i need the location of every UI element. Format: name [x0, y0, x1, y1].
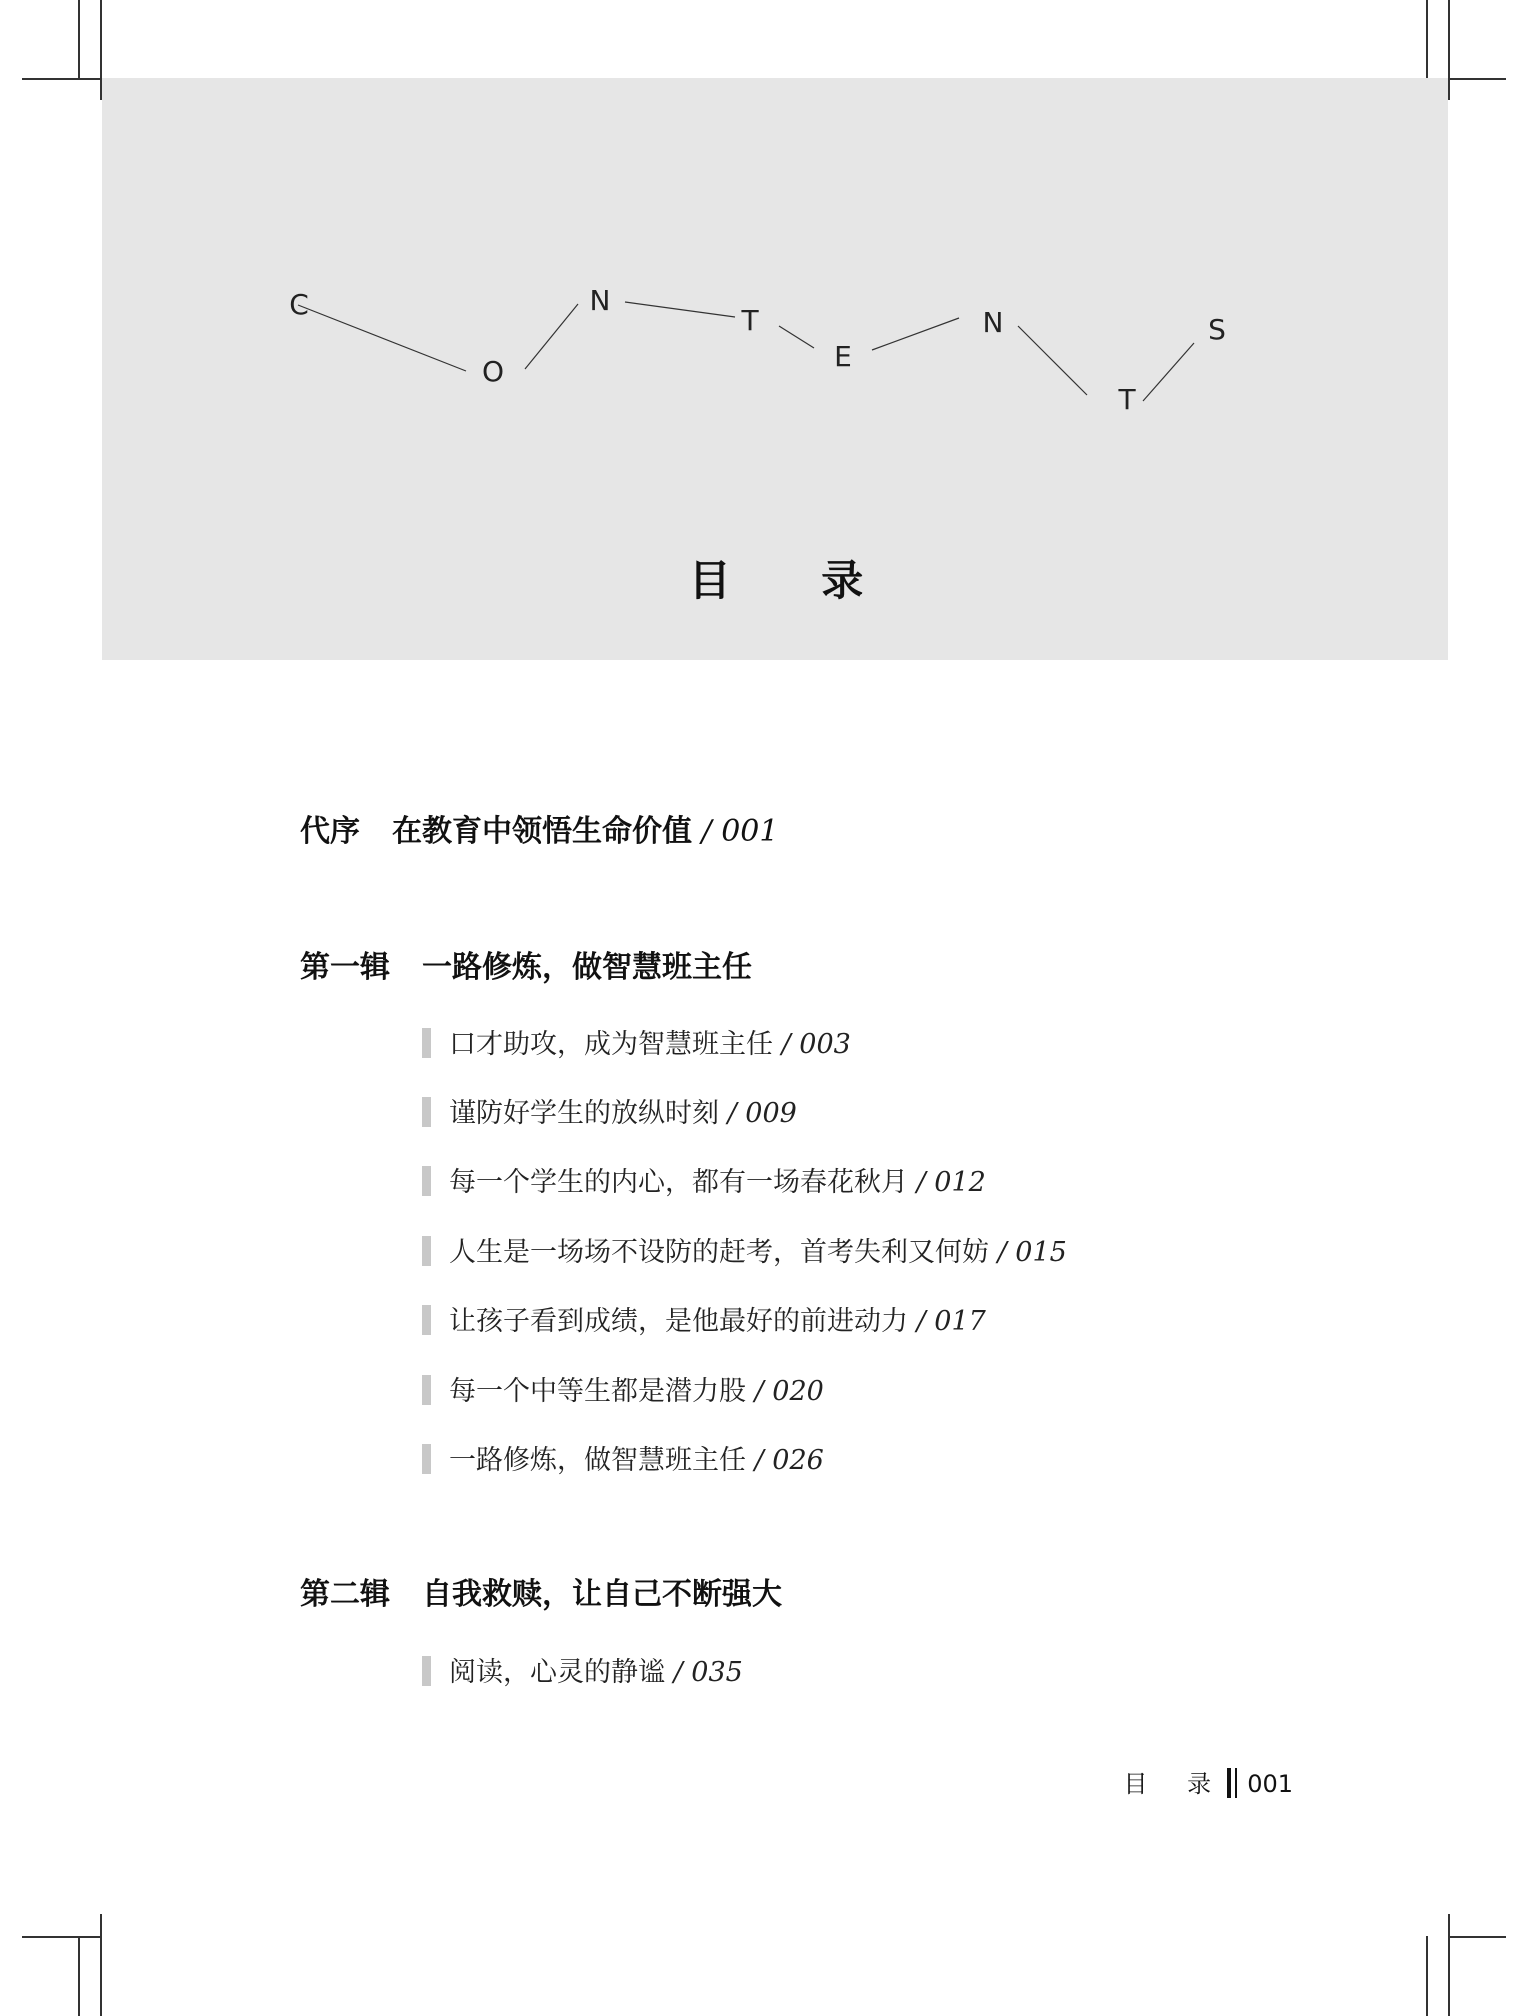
contents-letter: N: [589, 284, 611, 317]
page-title: 目 录: [688, 556, 902, 605]
toc-section-label: 第二辑: [300, 1577, 390, 1612]
toc-page-number: 012: [934, 1167, 986, 1198]
entry-bar: [422, 1097, 431, 1127]
toc-page-number: 017: [934, 1306, 986, 1337]
crop-mark: [1448, 1936, 1506, 1938]
footer-divider: [1227, 1768, 1231, 1798]
crop-mark: [22, 1936, 102, 1938]
toc-entry-title: 一路修炼，做智慧班主任: [449, 1445, 746, 1476]
toc-preface-label: 代序: [300, 814, 360, 849]
toc-entry-title: 人生是一场场不设防的赶考，首考失利又何妨: [449, 1237, 989, 1268]
footer-page-number: 001: [1247, 1770, 1293, 1798]
toc-entry[interactable]: 阅读，心灵的静谧 / 035: [422, 1650, 743, 1689]
toc-section-heading[interactable]: [300, 1569, 782, 1613]
contents-letter: O: [481, 355, 505, 388]
toc-page-number: 003: [799, 1029, 851, 1060]
entry-bar: [422, 1656, 431, 1686]
contents-letter: E: [834, 340, 852, 373]
crop-mark: [78, 0, 80, 78]
header-band: [102, 78, 1448, 660]
crop-mark: [78, 1936, 80, 2016]
contents-letter: N: [982, 306, 1004, 339]
contents-letter: T: [741, 304, 759, 337]
toc-entry[interactable]: 口才助攻，成为智慧班主任 / 003: [422, 1022, 851, 1061]
toc-section-title: 自我救赎，让自己不断强大: [422, 1577, 782, 1612]
entry-bar: [422, 1444, 431, 1474]
footer-divider: [1235, 1768, 1237, 1798]
toc-entry[interactable]: 每一个学生的内心，都有一场春花秋月 / 012: [422, 1160, 986, 1199]
toc-section-label: 第一辑: [300, 950, 390, 985]
crop-mark: [22, 78, 102, 80]
crop-mark: [1426, 0, 1428, 78]
toc-page-number: 009: [745, 1098, 797, 1129]
toc-preface-title: 在教育中领悟生命价值: [392, 814, 692, 849]
toc-section-heading[interactable]: [300, 942, 752, 986]
entry-bar: [422, 1236, 431, 1266]
toc-entry-title: 让孩子看到成绩，是他最好的前进动力: [449, 1306, 908, 1337]
contents-letter: C: [289, 288, 309, 321]
entry-bar: [422, 1028, 431, 1058]
toc-entry-title: 阅读，心灵的静谧: [449, 1657, 665, 1688]
toc-entry[interactable]: 一路修炼，做智慧班主任 / 026: [422, 1438, 824, 1477]
footer-title: 目 录: [1123, 1770, 1228, 1798]
toc-entry[interactable]: 谨防好学生的放纵时刻 / 009: [422, 1091, 797, 1130]
entry-bar: [422, 1305, 431, 1335]
toc-entry-title: 谨防好学生的放纵时刻: [449, 1098, 719, 1129]
entry-bar: [422, 1166, 431, 1196]
running-footer: [1124, 1764, 1293, 1799]
crop-mark: [1448, 0, 1450, 100]
toc-page-number: 015: [1015, 1237, 1067, 1268]
toc-entry[interactable]: 每一个中等生都是潜力股 / 020: [422, 1369, 824, 1408]
entry-bar: [422, 1375, 431, 1405]
toc-preface[interactable]: 代序 在教育中领悟生命价值 / 001: [300, 814, 779, 849]
toc-entry-title: 每一个学生的内心，都有一场春花秋月: [449, 1167, 908, 1198]
toc-page-number: 001: [721, 814, 779, 849]
toc-entry-title: 口才助攻，成为智慧班主任: [449, 1029, 773, 1060]
toc-entry-title: 每一个中等生都是潜力股: [449, 1376, 746, 1407]
toc-section-title: 一路修炼，做智慧班主任: [422, 950, 752, 985]
crop-mark: [1448, 78, 1506, 80]
toc-entry[interactable]: 让孩子看到成绩，是他最好的前进动力 / 017: [422, 1299, 986, 1338]
toc-page-number: 020: [772, 1376, 824, 1407]
crop-mark: [1426, 1936, 1428, 2016]
toc-page-number: 035: [691, 1657, 743, 1688]
toc-entry[interactable]: 人生是一场场不设防的赶考，首考失利又何妨 / 015: [422, 1230, 1067, 1269]
crop-mark: [1448, 1914, 1450, 2016]
crop-mark: [100, 1914, 102, 2016]
toc-page-number: 026: [772, 1445, 824, 1476]
contents-letter: T: [1118, 383, 1136, 416]
contents-letter: S: [1208, 313, 1226, 346]
